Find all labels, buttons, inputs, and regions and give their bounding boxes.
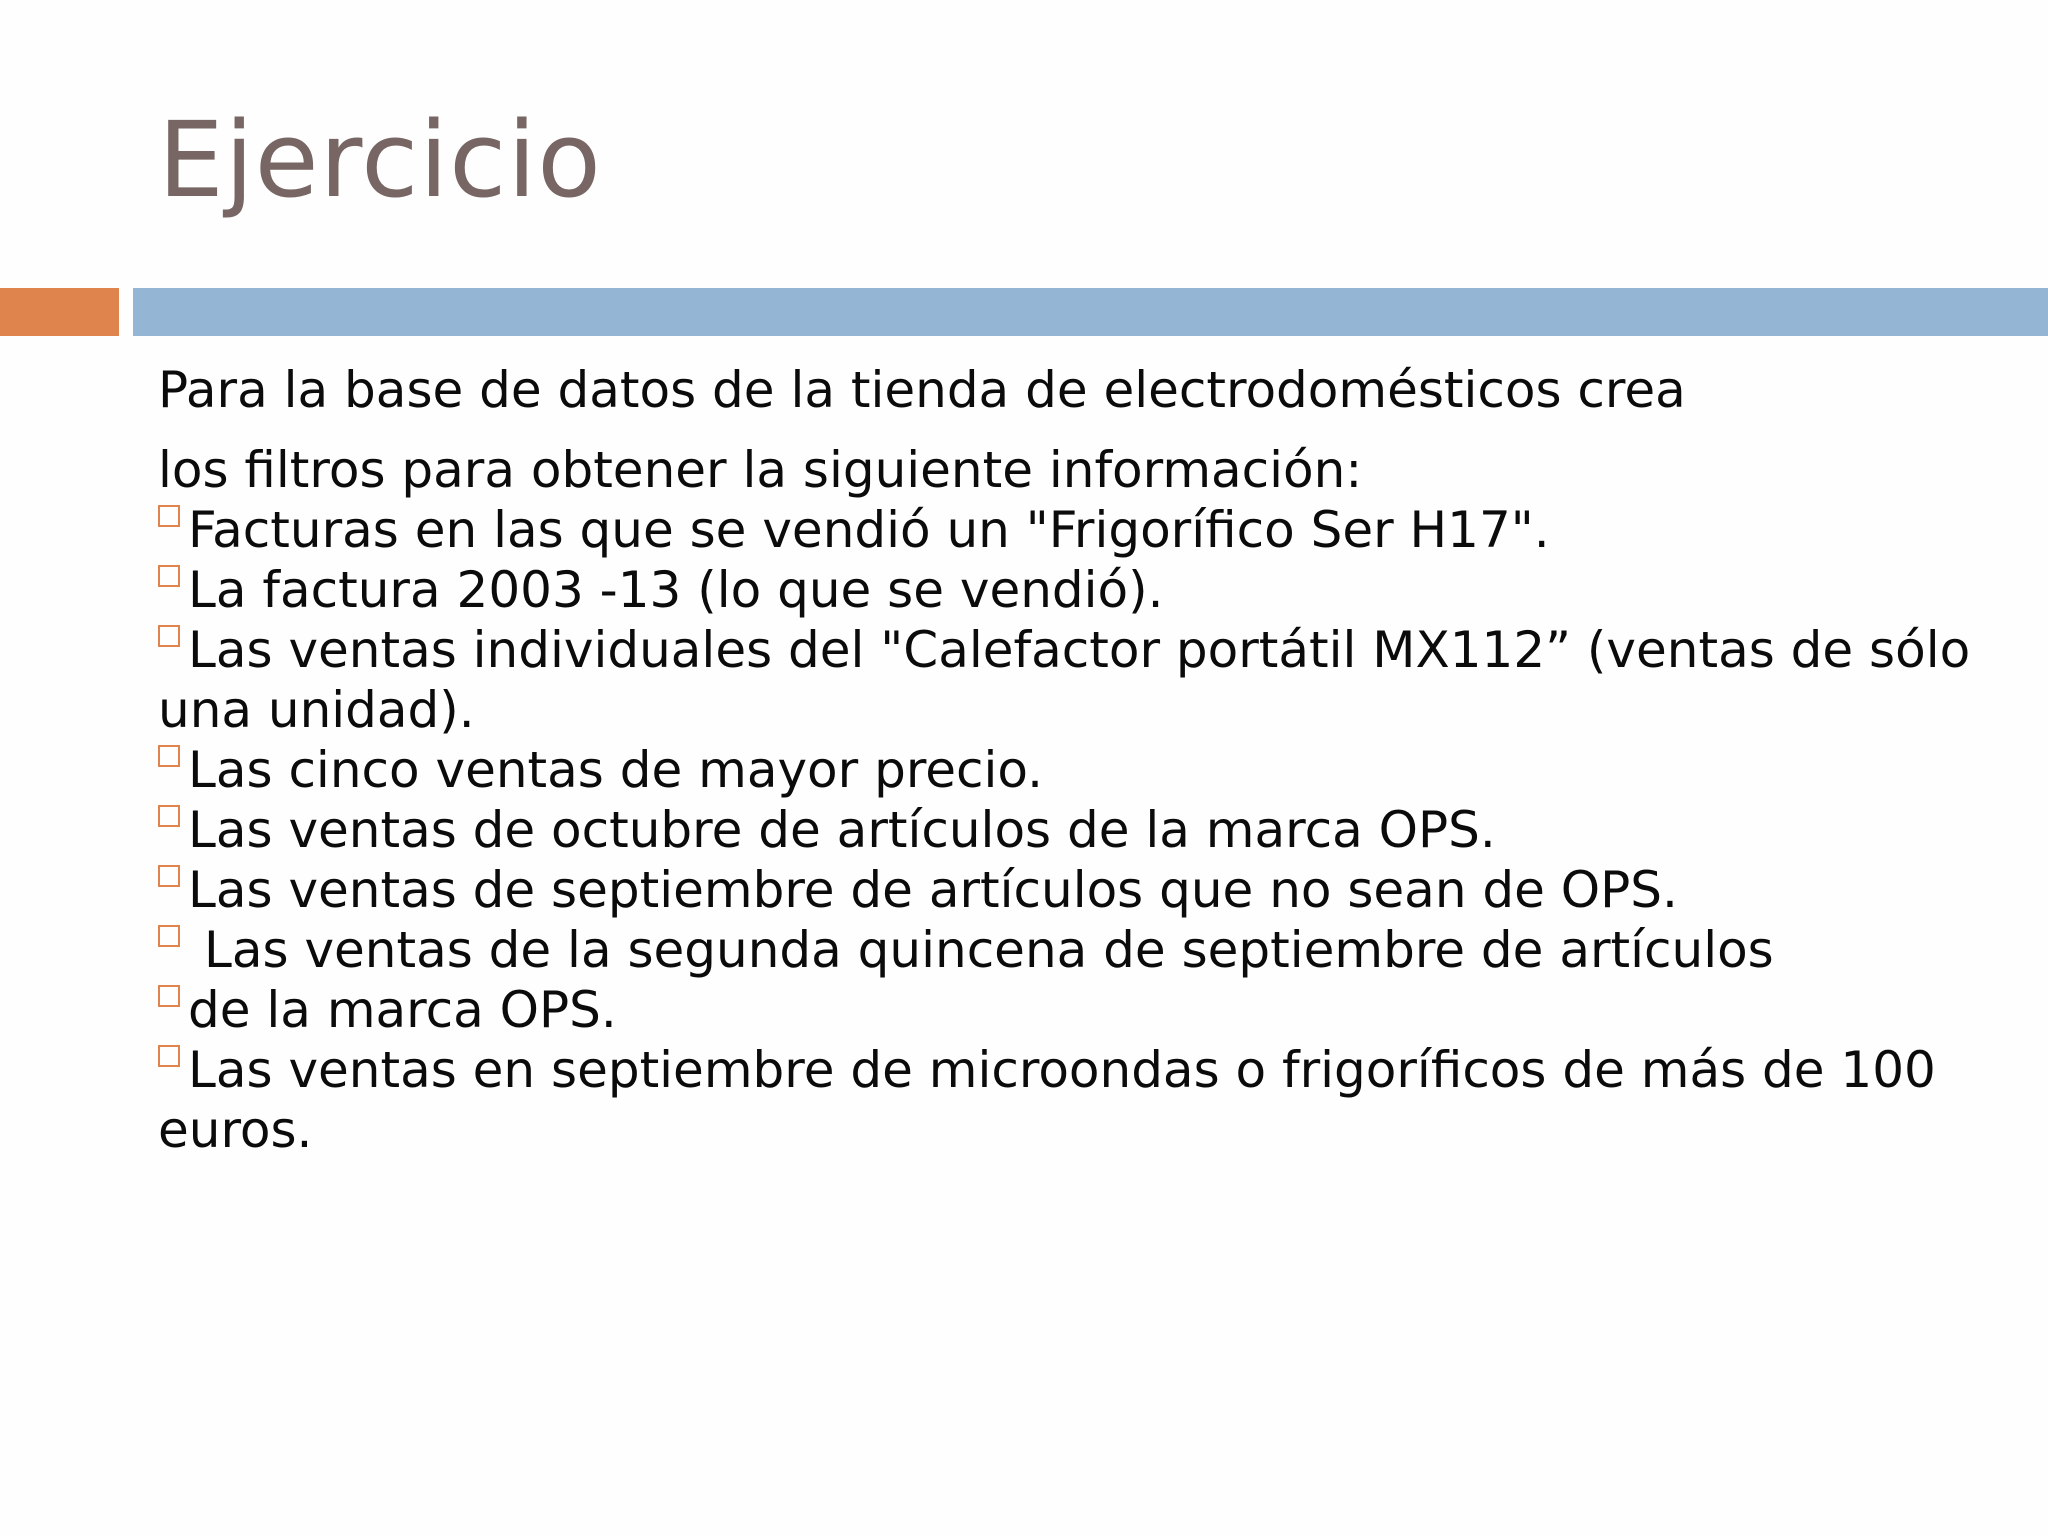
list-item-text: de la marca OPS. xyxy=(188,981,617,1039)
list-item xyxy=(158,980,1978,1040)
list-item xyxy=(158,740,1978,800)
square-bullet-icon xyxy=(158,805,180,827)
square-bullet-icon xyxy=(158,565,180,587)
square-bullet-icon xyxy=(158,745,180,767)
list-item-text: Las ventas en septiembre de microondas o frigoríficos de más de 100 euros. xyxy=(158,1041,1936,1159)
list-item xyxy=(158,500,1978,560)
list-item-text: Las ventas de octubre de artículos de la marca OPS. xyxy=(188,801,1496,859)
square-bullet-icon xyxy=(158,985,180,1007)
intro-line-1: Para la base de datos de la tienda de electrodomésticos crea xyxy=(158,361,1686,419)
square-bullet-icon xyxy=(158,865,180,887)
list-item xyxy=(158,800,1978,860)
square-bullet-icon xyxy=(158,505,180,527)
accent-bar-orange xyxy=(0,288,119,336)
accent-bar-blue xyxy=(133,288,2048,336)
list-item-text: Las ventas de la segunda quincena de septiembre de artículos xyxy=(204,921,1774,979)
intro-line-2: los filtros para obtener la siguiente información: xyxy=(158,441,1363,499)
list-item xyxy=(158,620,1978,740)
list-item-text: La factura 2003 -13 (lo que se vendió). xyxy=(188,561,1164,619)
list-item-text: Las ventas individuales del "Calefactor portátil MX112” (ventas de sólo una unidad). xyxy=(158,621,1971,739)
square-bullet-icon xyxy=(158,625,180,647)
square-bullet-icon xyxy=(158,1045,180,1067)
square-bullet-icon xyxy=(158,925,180,947)
slide-title: Ejercicio xyxy=(158,99,602,221)
list-item-text: Las ventas de septiembre de artículos que no sean de OPS. xyxy=(188,861,1678,919)
list-item xyxy=(158,920,1978,980)
slide-body xyxy=(158,360,1978,1160)
list-item xyxy=(158,1040,1978,1160)
list-item-text: Las cinco ventas de mayor precio. xyxy=(188,741,1044,799)
list-item-text: Facturas en las que se vendió un "Frigorífico Ser H17". xyxy=(188,501,1550,559)
list-item xyxy=(158,860,1978,920)
list-item xyxy=(158,560,1978,620)
